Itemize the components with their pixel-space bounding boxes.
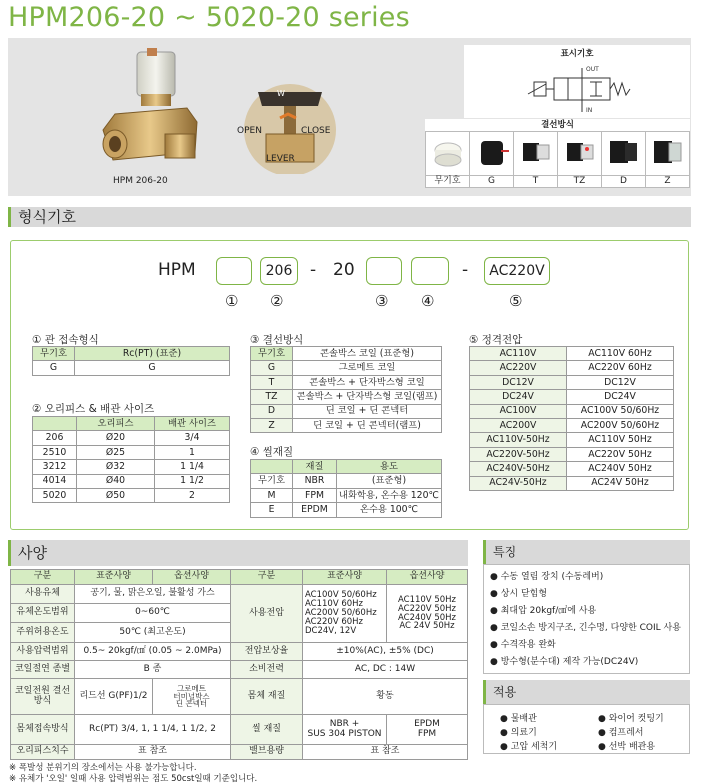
circled-4: ④ <box>421 292 435 310</box>
spec-header: 표준사양 <box>303 570 387 585</box>
t2-cell: 1 1/2 <box>155 474 230 488</box>
t4-cell: EPDM <box>293 503 337 517</box>
t4-header: 재질 <box>293 460 337 474</box>
t1-header: 무기호 <box>33 347 75 361</box>
t5-cell: AC24V 50Hz <box>567 476 674 490</box>
feature-item: ● 상시 닫힘형 <box>490 589 548 599</box>
coil-image-standard <box>426 131 470 175</box>
t3-cell: 무기호 <box>251 347 293 361</box>
spec-value: DC24V, 12V <box>305 625 357 636</box>
t2-cell: 3/4 <box>155 431 230 445</box>
t2-cell: 2510 <box>33 445 77 459</box>
spec-value: 50℃ (최고온도) <box>75 623 231 643</box>
t5-cell: AC100V <box>470 404 567 418</box>
coil-image-tz <box>558 131 602 175</box>
t2-cell: 5020 <box>33 488 77 502</box>
spec-value: 터미널박스 <box>173 691 210 701</box>
feature-text: 코일소손 방지구조, 긴수명, 다양한 COIL 사용 <box>500 623 681 633</box>
connection-label: D <box>602 175 646 187</box>
t5-cell: AC220V-50Hz <box>470 447 567 461</box>
spec-value: B 종 <box>75 661 231 679</box>
spec-value: AC 24V 50Hz <box>399 621 455 632</box>
feature-text: 수동 열림 장치 (수동레버) <box>500 572 604 582</box>
t4-cell: NBR <box>293 474 337 488</box>
spec-value: 황동 <box>303 679 468 715</box>
connection-label: 무기호 <box>426 175 470 187</box>
t1-title: ① 관 접속형식 <box>32 334 99 346</box>
model-slot-5: AC220V <box>484 257 550 285</box>
t2-header: 배관 사이즈 <box>155 417 230 431</box>
t2-cell: 1 <box>155 445 230 459</box>
spec-table <box>10 569 468 760</box>
spec-value: FPM <box>417 728 437 739</box>
spec-label: 사용압력범위 <box>11 643 75 661</box>
coil-image-d <box>602 131 646 175</box>
lever-open-label: OPEN <box>237 126 262 136</box>
t3-title: ③ 결선방식 <box>250 334 304 346</box>
voltage-table <box>469 346 674 491</box>
spec-label: 밸브용량 <box>231 745 303 760</box>
spec-value: AC, DC : 14W <box>303 661 468 679</box>
t5-cell: AC100V 50/60Hz <box>567 404 674 418</box>
section-model-code: 형식기호 <box>8 207 691 227</box>
connection-type-table <box>32 346 230 376</box>
t3-cell: G <box>251 361 293 375</box>
feature-item: ● 최대압 20kgf/㎠에 사용 <box>490 606 597 616</box>
page-title: HPM206-20 ~ 5020-20 series <box>8 2 410 33</box>
spec-label: 전압보상율 <box>231 643 303 661</box>
spec-value: 0.5~ 20kgf/㎠ (0.05 ~ 2.0MPa) <box>75 643 231 661</box>
spec-label: 사용전압 <box>231 585 303 643</box>
spec-value: NBR + <box>329 719 360 730</box>
t2-cell: Ø32 <box>77 460 155 474</box>
application-text: 와이어 컷팅기 <box>608 714 664 724</box>
spec-header: 옵션사양 <box>387 570 468 585</box>
coil-image-z <box>646 131 690 175</box>
t5-cell: AC110V 50Hz <box>567 433 674 447</box>
application-text: 선박 배관용 <box>608 742 656 752</box>
model-slot-4 <box>411 257 449 285</box>
valve-caption: HPM 206-20 <box>113 176 168 186</box>
t3-cell: D <box>251 404 293 418</box>
circled-1: ① <box>225 292 239 310</box>
applications-title: 적용 <box>483 680 690 704</box>
model-slot-2: 206 <box>260 257 298 285</box>
spec-value: 그로메트 <box>177 683 206 693</box>
spec-label: 오리피스치수 <box>11 745 75 760</box>
spec-value: SUS 304 PISTON <box>307 728 382 739</box>
spec-label: 몸체접속방식 <box>11 715 75 745</box>
t2-cell: 4014 <box>33 474 77 488</box>
model-slot-3 <box>366 257 402 285</box>
symbol-title: 표시기호 <box>560 49 594 59</box>
lever-close-label: CLOSE <box>301 126 331 136</box>
features-list <box>490 569 681 671</box>
t2-cell: Ø40 <box>77 474 155 488</box>
application-item: ● 의료기 <box>500 728 537 738</box>
t2-cell: 1 1/4 <box>155 460 230 474</box>
t4-header: 용도 <box>337 460 442 474</box>
lever-w-label: W <box>277 89 285 98</box>
spec-label: 주위허용온도 <box>11 623 75 643</box>
application-item: ● 선박 배관용 <box>598 742 656 752</box>
feature-text: 수격작용 완화 <box>500 640 556 650</box>
spec-label: 씰 재질 <box>231 715 303 745</box>
spec-value: 공기, 물, 맑은오일, 불활성 가스 <box>75 585 231 604</box>
t4-cell: FPM <box>293 488 337 502</box>
connection-label: T <box>514 175 558 187</box>
spec-header: 옵션사양 <box>153 570 231 585</box>
spec-value: AC240V 50Hz <box>397 612 456 623</box>
feature-item: ● 방수형(분수대) 제작 가능(DC24V) <box>490 657 639 667</box>
voltage-option <box>387 585 468 643</box>
t2-header: 오리피스 <box>77 417 155 431</box>
spec-label: 코일절연 종별 <box>11 661 75 679</box>
seal-option <box>387 715 468 745</box>
t5-cell: AC200V 50/60Hz <box>567 418 674 432</box>
t3-cell: 그로메트 코일 <box>293 361 442 375</box>
note-oil: ※ 유체가 '오일' 일때 사용 압력범위는 점도 50cst일때 기준입니다. <box>9 774 258 784</box>
wiring-table <box>250 346 442 433</box>
t3-cell: 딘 코일 + 딘 콘넥터 <box>293 404 442 418</box>
t2-header <box>33 417 77 431</box>
feature-item: ● 코일소손 방지구조, 긴수명, 다양한 COIL 사용 <box>490 623 681 633</box>
connection-label: Z <box>646 175 690 187</box>
t2-title: ② 오리피스 & 배관 사이즈 <box>32 403 155 415</box>
t5-cell: DC12V <box>567 375 674 389</box>
t5-cell: AC220V 60Hz <box>567 361 674 375</box>
t5-cell: AC24V-50Hz <box>470 476 567 490</box>
t5-cell: AC110V 60Hz <box>567 347 674 361</box>
circled-2: ② <box>270 292 284 310</box>
t5-cell: AC240V-50Hz <box>470 462 567 476</box>
t2-cell: 206 <box>33 431 77 445</box>
circled-5: ⑤ <box>509 292 523 310</box>
t2-cell: Ø25 <box>77 445 155 459</box>
valve-photo <box>95 48 205 173</box>
spec-label: 사용유체 <box>11 585 75 604</box>
t1-cell: G <box>75 361 230 375</box>
t4-title: ④ 씰재질 <box>250 446 294 458</box>
t4-cell: 온수용 100℃ <box>337 503 442 517</box>
t3-cell: 콘솔박스 + 단자박스형 코일(램프) <box>293 390 442 404</box>
spec-header: 구분 <box>231 570 303 585</box>
t2-cell: 2 <box>155 488 230 502</box>
spec-value: AC110V 60Hz <box>305 599 364 610</box>
spec-value: AC200V 50/60Hz <box>305 608 377 619</box>
coil-option <box>153 679 231 715</box>
spec-value: AC220V 50Hz <box>397 603 456 614</box>
application-item: ● 물배관 <box>500 714 537 724</box>
t3-cell: 딘 코일 + 딘 콘넥터(램프) <box>293 418 442 432</box>
t3-cell: 콘솔박스 코일 (표준형) <box>293 347 442 361</box>
symbol-in: IN <box>586 107 593 114</box>
spec-value: ±10%(AC), ±5% (DC) <box>303 643 468 661</box>
spec-value: AC220V 60Hz <box>305 616 364 627</box>
t2-cell: 3212 <box>33 460 77 474</box>
t3-cell: Z <box>251 418 293 432</box>
t5-cell: AC220V <box>470 361 567 375</box>
t5-cell: DC24V <box>470 390 567 404</box>
features-title: 특징 <box>483 540 690 564</box>
feature-item: ● 수격작용 완화 <box>490 640 556 650</box>
model-slot-1 <box>216 257 252 285</box>
spec-value: 리드선 G(PF)1/2 <box>75 679 153 715</box>
model-dash-1: - <box>310 260 317 280</box>
t5-cell: AC110V-50Hz <box>470 433 567 447</box>
application-text: 고압 세척기 <box>510 742 558 752</box>
t4-cell: E <box>251 503 293 517</box>
application-item: ● 컴프레서 <box>598 728 644 738</box>
spec-header: 표준사양 <box>75 570 153 585</box>
spec-value: AC110V 50Hz <box>397 594 456 605</box>
spec-value: Rc(PT) 3/4, 1, 1 1/4, 1 1/2, 2 <box>75 715 231 745</box>
connection-label: TZ <box>558 175 602 187</box>
t4-header <box>251 460 293 474</box>
feature-text: 최대압 20kgf/㎠에 사용 <box>500 606 597 616</box>
symbol-out: OUT <box>586 66 599 73</box>
spec-header: 구분 <box>11 570 75 585</box>
t4-cell: M <box>251 488 293 502</box>
orifice-table <box>32 416 230 503</box>
valve-symbol-diagram <box>520 60 640 115</box>
t5-cell: DC12V <box>470 375 567 389</box>
model-dash-2: - <box>462 260 469 280</box>
lever-label: LEVER <box>266 154 295 164</box>
note-explosion: ※ 폭발성 분위기의 장소에서는 사용 불가능합니다. <box>9 763 197 773</box>
seal-table <box>250 459 442 518</box>
application-text: 물배관 <box>510 714 537 724</box>
t2-cell: Ø20 <box>77 431 155 445</box>
t5-cell: AC200V <box>470 418 567 432</box>
spec-value: AC100V 50/60Hz <box>305 590 377 601</box>
coil-image-t <box>514 131 558 175</box>
spec-label: 몸체 재질 <box>231 679 303 715</box>
t3-cell: T <box>251 375 293 389</box>
seal-standard <box>303 715 387 745</box>
t3-cell: TZ <box>251 390 293 404</box>
t4-cell: 무기호 <box>251 474 293 488</box>
spec-value: 0~60℃ <box>75 604 231 623</box>
t5-cell: AC240V 50Hz <box>567 462 674 476</box>
connection-table <box>425 119 690 188</box>
application-item: ● 고압 세척기 <box>500 742 558 752</box>
application-item: ● 와이어 컷팅기 <box>598 714 664 724</box>
spec-value: 표 참조 <box>303 745 468 760</box>
application-text: 컴프레서 <box>608 728 644 738</box>
spec-label: 코일전원 결선방식 <box>11 679 75 715</box>
feature-text: 방수형(분수대) 제작 가능(DC24V) <box>500 657 639 667</box>
spec-value: EPDM <box>414 719 440 730</box>
model-prefix: HPM <box>158 260 196 280</box>
feature-text: 상시 닫힘형 <box>500 589 548 599</box>
feature-item: ● 수동 열림 장치 (수동레버) <box>490 572 604 582</box>
t5-cell: AC110V <box>470 347 567 361</box>
spec-label: 유체온도범위 <box>11 604 75 623</box>
spec-value: 표 참조 <box>75 745 231 760</box>
t1-cell: G <box>33 361 75 375</box>
model-pressure: 20 <box>333 260 355 280</box>
section-spec: 사양 <box>8 540 468 566</box>
t3-cell: 콘솔박스 + 단자박스형 코일 <box>293 375 442 389</box>
t5-cell: DC24V <box>567 390 674 404</box>
application-text: 의료기 <box>510 728 537 738</box>
spec-label: 소비전력 <box>231 661 303 679</box>
spec-value: 딘 콘넥터 <box>175 699 208 709</box>
circled-3: ③ <box>375 292 389 310</box>
t1-header: Rc(PT) (표준) <box>75 347 230 361</box>
voltage-standard <box>303 585 387 643</box>
t2-cell: Ø50 <box>77 488 155 502</box>
t5-title: ⑤ 정격전압 <box>469 334 523 346</box>
t4-cell: 내화학용, 온수용 120℃ <box>337 488 442 502</box>
t4-cell: (표준형) <box>337 474 442 488</box>
coil-image-g <box>470 131 514 175</box>
t5-cell: AC220V 50Hz <box>567 447 674 461</box>
connection-label: G <box>470 175 514 187</box>
connection-title: 결선방식 <box>426 119 690 131</box>
